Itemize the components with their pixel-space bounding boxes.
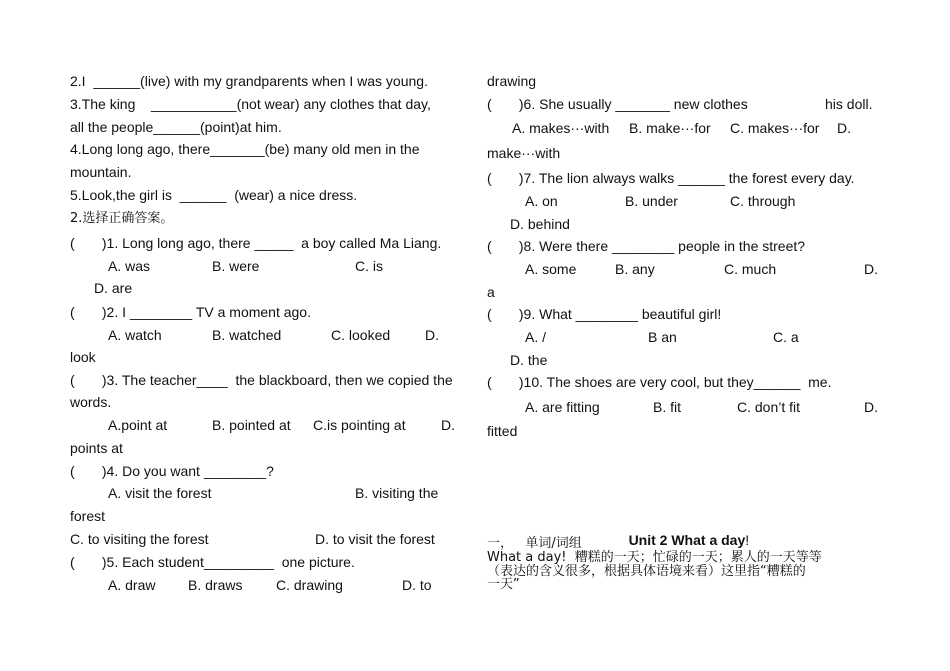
- section-heading: 2.选择正确答案。: [70, 211, 174, 226]
- option-b: B. watched: [212, 327, 282, 343]
- option-a: A. watch: [108, 327, 162, 343]
- option-c: C. is: [355, 258, 383, 274]
- exercise-line: 2.I ______(live) with my grandparents when I was young.: [70, 73, 428, 89]
- unit-title-text: Unit 2 What a day: [628, 532, 746, 548]
- exercise-line: 5.Look,the girl is ______ (wear) a nice dress.: [70, 187, 358, 203]
- exercise-line: 3.The king ___________(not wear) any clothes that day,: [70, 96, 431, 112]
- option-c: C. don’t fit: [737, 399, 801, 415]
- option-d-text: points at: [70, 440, 123, 456]
- option-d-text: drawing: [487, 73, 537, 89]
- option-d: D.: [837, 120, 851, 136]
- option-d-text: a: [487, 284, 495, 300]
- option-b: B. draws: [188, 577, 243, 593]
- option-a: A. was: [108, 258, 151, 274]
- question-line: ( )8. Were there ________ people in the street?: [487, 238, 806, 254]
- question-line: ( )5. Each student_________ one picture.: [70, 554, 355, 570]
- option-c: C.is pointing at: [313, 417, 406, 433]
- exercise-line: 4.Long long ago, there_______(be) many old men in the: [70, 141, 420, 157]
- vocab-entry: What a day! 糟糕的一天；忙碌的一天；累人的一天等等: [487, 550, 822, 565]
- option-a: A. are fitting: [525, 399, 600, 415]
- option-d: D. to visit the forest: [315, 531, 435, 547]
- question-line: ( )6. She usually _______ new clothes: [487, 96, 748, 112]
- exercise-line: all the people______(point)at him.: [70, 119, 282, 135]
- option-c: C. through: [730, 193, 796, 209]
- option-b: B. pointed at: [212, 417, 291, 433]
- option-c: C. much: [724, 261, 777, 277]
- vocab-entry-cont: （表达的含义很多，根据具体语境来看）这里指“糟糕的: [487, 564, 806, 579]
- option-d-text: fitted: [487, 423, 518, 439]
- question-line: ( )4. Do you want ________?: [70, 463, 274, 479]
- unit-title-exclamation: !: [745, 532, 750, 548]
- option-c: C. looked: [331, 327, 391, 343]
- option-c: C. to visiting the forest: [70, 531, 209, 547]
- option-b: B. fit: [653, 399, 682, 415]
- option-a: A. draw: [108, 577, 156, 593]
- option-c: C. makes···for: [730, 120, 820, 136]
- option-d: D. behind: [510, 216, 570, 232]
- question-line: ( )7. The lion always walks ______ the forest every day.: [487, 170, 855, 186]
- question-line: ( )9. What ________ beautiful girl!: [487, 306, 722, 322]
- option-d: D.: [425, 327, 439, 343]
- option-c: C. drawing: [276, 577, 343, 593]
- option-a: A. on: [525, 193, 558, 209]
- option-b: B. under: [625, 193, 678, 209]
- question-line-end: his doll.: [825, 96, 873, 112]
- question-line: ( )10. The shoes are very cool, but they______ me.: [487, 374, 832, 390]
- option-a: A. /: [525, 329, 547, 345]
- vocab-heading: 一， 单词/词组: [487, 536, 582, 551]
- question-line: ( )2. I ________ TV a moment ago.: [70, 304, 311, 320]
- question-line: ( )1. Long long ago, there _____ a boy called Ma Liang.: [70, 235, 442, 251]
- option-b: B. any: [615, 261, 655, 277]
- option-b: B. visiting the: [355, 485, 439, 501]
- question-line: ( )3. The teacher____ the blackboard, then we copied the: [70, 372, 453, 388]
- option-d: D.: [864, 261, 878, 277]
- option-b: B. make···for: [629, 120, 711, 136]
- option-b: B. were: [212, 258, 260, 274]
- option-d: D.: [864, 399, 878, 415]
- option-a: A.point at: [108, 417, 168, 433]
- option-d: D.: [441, 417, 455, 433]
- option-a: A. visit the forest: [108, 485, 212, 501]
- vocab-entry-cont: 一天”: [487, 577, 520, 592]
- option-d: D. to: [402, 577, 432, 593]
- option-d-text: look: [70, 349, 96, 365]
- option-a: A. some: [525, 261, 577, 277]
- option-d: D. the: [510, 352, 548, 368]
- option-b-cont: forest: [70, 508, 106, 524]
- option-a: A. makes···with: [512, 120, 610, 136]
- option-d: D. are: [94, 280, 133, 296]
- option-c: C. a: [773, 329, 799, 345]
- question-line-cont: words.: [70, 394, 112, 410]
- exercise-line: mountain.: [70, 164, 132, 180]
- option-b: B an: [648, 329, 677, 345]
- option-d-text: make···with: [487, 145, 561, 161]
